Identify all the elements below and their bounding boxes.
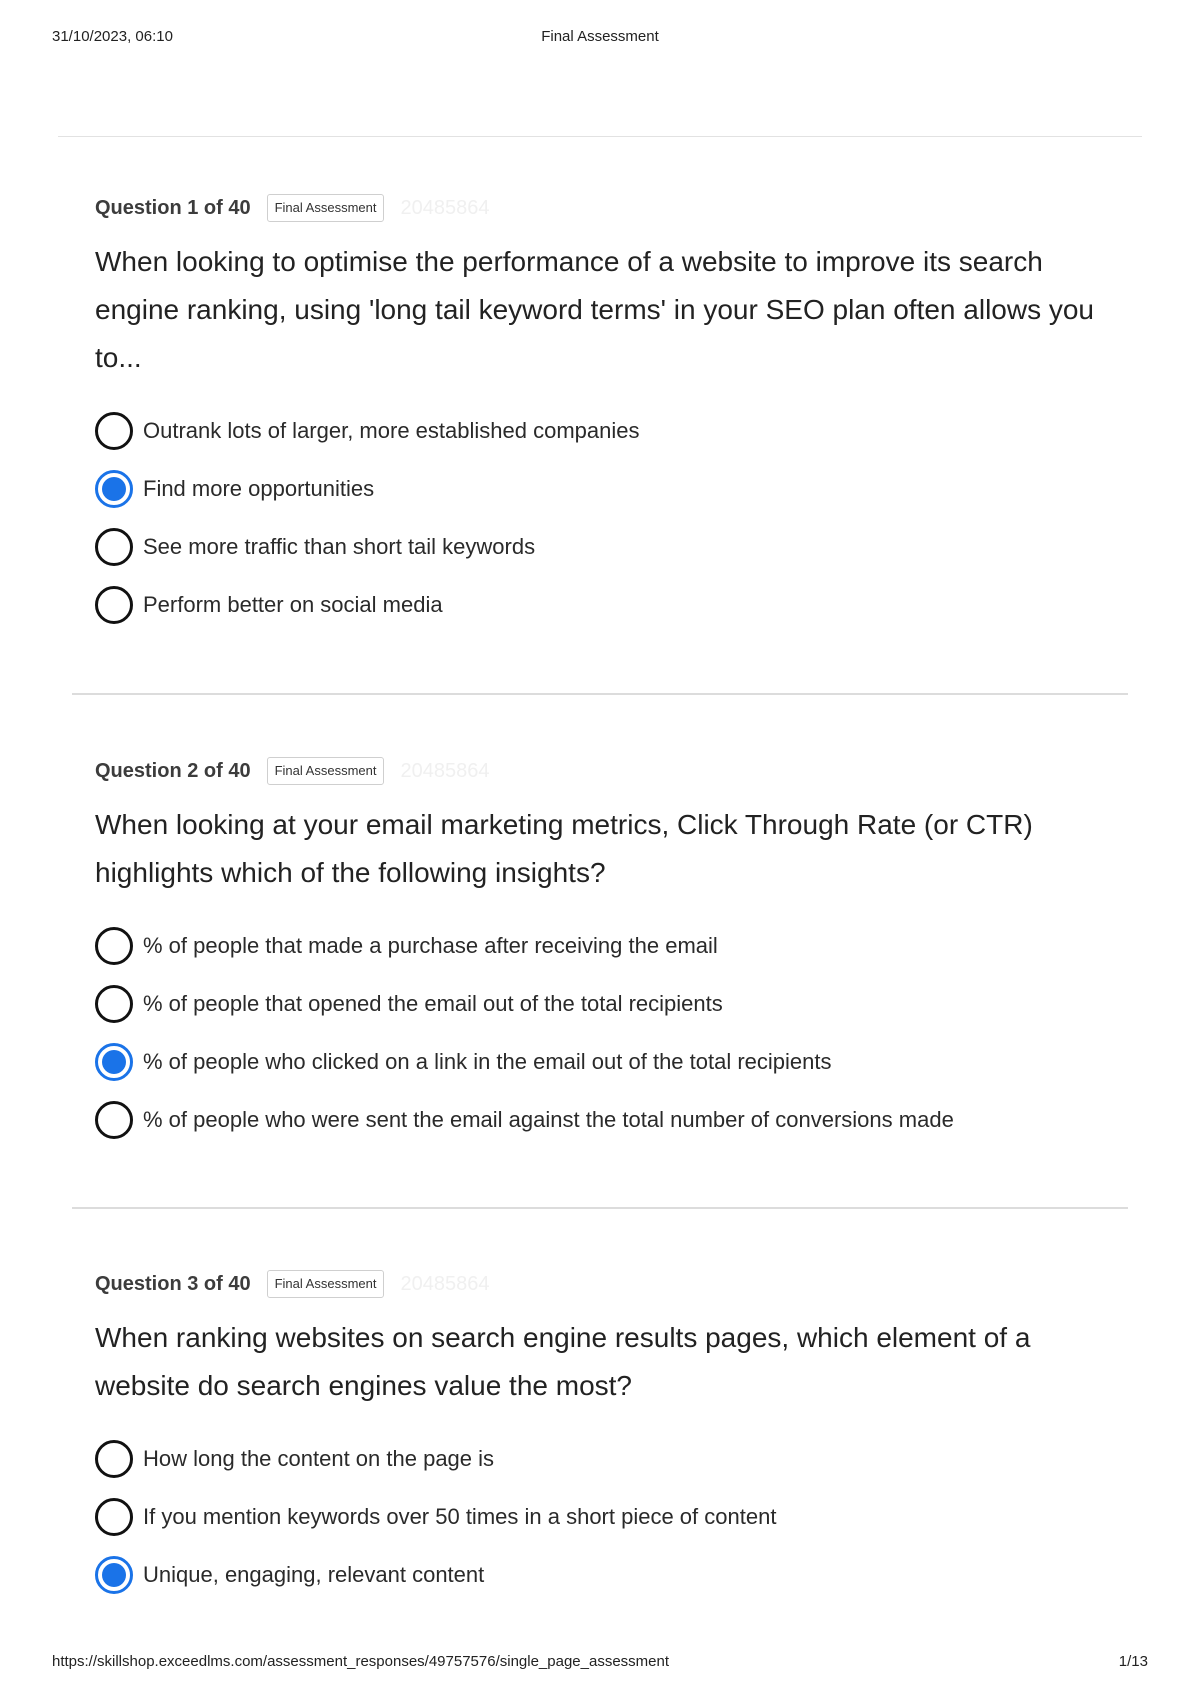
print-title: Final Assessment	[541, 28, 659, 45]
radio-icon[interactable]	[95, 412, 133, 450]
question-header	[95, 755, 1125, 787]
answer-label: % of people that opened the email out of the total recipients	[143, 991, 723, 1016]
question-1	[95, 192, 1125, 634]
assessment-tag: Final Assessment	[267, 757, 385, 785]
question-2	[95, 755, 1125, 1149]
page-url: https://skillshop.exceedlms.com/assessment_responses/49757576/single_page_assessment	[52, 1653, 670, 1670]
answer-option[interactable]	[95, 1033, 1125, 1091]
radio-icon[interactable]	[95, 927, 133, 965]
answer-option[interactable]	[95, 1488, 1125, 1546]
radio-icon[interactable]	[95, 1440, 133, 1478]
answer-option[interactable]	[95, 1091, 1125, 1149]
radio-icon[interactable]	[95, 586, 133, 624]
radio-icon[interactable]	[95, 1498, 133, 1536]
answer-option[interactable]	[95, 576, 1125, 634]
assessment-tag: Final Assessment	[267, 194, 385, 222]
question-id: 20485864	[400, 1272, 490, 1295]
answer-label: % of people that made a purchase after receiving the email	[143, 933, 718, 958]
print-footer	[52, 1653, 1148, 1675]
question-text: When ranking websites on search engine results pages, which element of a website do search engines value the most?	[95, 1322, 1031, 1401]
answer-list	[95, 1430, 1125, 1604]
assessment-tag: Final Assessment	[267, 1270, 385, 1298]
top-divider	[58, 136, 1142, 137]
answer-label: Find more opportunities	[143, 476, 375, 501]
question-header	[95, 1268, 1125, 1300]
answer-option[interactable]	[95, 975, 1125, 1033]
radio-icon[interactable]	[95, 528, 133, 566]
radio-selected-icon[interactable]	[95, 1043, 133, 1081]
radio-selected-icon[interactable]	[95, 1556, 133, 1594]
answer-label: % of people who clicked on a link in the email out of the total recipients	[143, 1049, 832, 1074]
radio-icon[interactable]	[95, 1101, 133, 1139]
answer-option[interactable]	[95, 460, 1125, 518]
radio-icon[interactable]	[95, 985, 133, 1023]
answer-label: Outrank lots of larger, more established companies	[143, 418, 640, 443]
question-number: Question 3 of 40	[95, 1272, 251, 1295]
question-text: When looking at your email marketing metrics, Click Through Rate (or CTR) highlights which of the following insights?	[95, 809, 1033, 888]
question-divider	[72, 693, 1128, 695]
answer-label: Unique, engaging, relevant content	[143, 1562, 485, 1587]
question-id: 20485864	[400, 196, 490, 219]
question-3	[95, 1268, 1125, 1604]
answer-label: See more traffic than short tail keywords	[143, 534, 536, 559]
question-number: Question 2 of 40	[95, 759, 251, 782]
answer-label: How long the content on the page is	[143, 1446, 495, 1471]
answer-option[interactable]	[95, 1546, 1125, 1604]
question-text: When looking to optimise the performance of a website to improve its search engine ranking, using 'long tail keyword terms' in your SEO plan often allows you to...	[95, 246, 1095, 373]
answer-label: % of people who were sent the email against the total number of conversions made	[143, 1107, 954, 1132]
answer-option[interactable]	[95, 917, 1125, 975]
page-number: 1/13	[1118, 1653, 1148, 1670]
question-id: 20485864	[400, 759, 490, 782]
answer-label: If you mention keywords over 50 times in a short piece of content	[143, 1504, 777, 1529]
print-datetime: 31/10/2023, 06:10	[52, 28, 173, 45]
answer-label: Perform better on social media	[143, 592, 443, 617]
question-header	[95, 192, 1125, 224]
question-number: Question 1 of 40	[95, 196, 251, 219]
radio-selected-icon[interactable]	[95, 470, 133, 508]
answer-list	[95, 402, 1125, 634]
answer-list	[95, 917, 1125, 1149]
answer-option[interactable]	[95, 1430, 1125, 1488]
answer-option[interactable]	[95, 402, 1125, 460]
print-header	[52, 28, 1148, 50]
answer-option[interactable]	[95, 518, 1125, 576]
question-divider	[72, 1207, 1128, 1209]
